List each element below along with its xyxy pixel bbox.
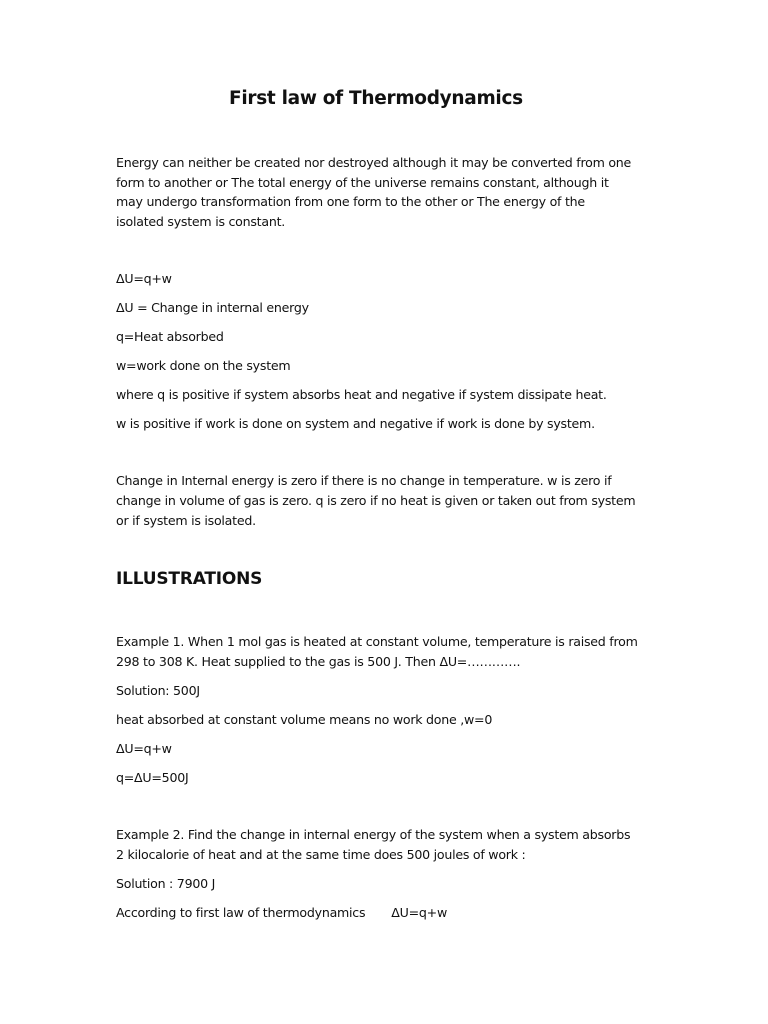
intro-line-1: Energy can neither be created nor destroyed although it may be converted from one <box>116 155 632 170</box>
example1-step-3: q=ΔU=500J <box>116 770 189 785</box>
page-title: First law of Thermodynamics <box>229 88 523 109</box>
intro-line-2: form to another or The total energy of the universe remains constant, although it <box>116 175 609 190</box>
zero-conditions-line-3: or if system is isolated. <box>116 513 256 528</box>
example1-question-line-1: Example 1. When 1 mol gas is heated at constant volume, temperature is raised from <box>116 634 638 649</box>
example1-solution: Solution: 500J <box>116 683 200 698</box>
sign-convention-w: w is positive if work is done on system and negative if work is done by system. <box>116 416 595 431</box>
definition-delta-u: ΔU = Change in internal energy <box>116 300 309 315</box>
example2-step-label: According to first law of thermodynamics <box>116 905 366 920</box>
intro-line-4: isolated system is constant. <box>116 214 286 229</box>
example1-question-line-2: 298 to 308 K. Heat supplied to the gas is 500 J. Then ΔU=…………. <box>116 654 521 669</box>
sign-convention-q: where q is positive if system absorbs heat and negative if system dissipate heat. <box>116 387 607 402</box>
example2-question-line-2: 2 kilocalorie of heat and at the same time does 500 joules of work : <box>116 847 526 862</box>
zero-conditions-line-1: Change in Internal energy is zero if there is no change in temperature. w is zero if <box>116 473 612 488</box>
example2-step-formula: ΔU=q+w <box>391 905 448 920</box>
definition-w: w=work done on the system <box>116 358 291 373</box>
definition-q: q=Heat absorbed <box>116 329 224 344</box>
example1-step-2: ΔU=q+w <box>116 741 172 756</box>
intro-line-3: may undergo transformation from one form to the other or The energy of the <box>116 194 585 209</box>
formula-line: ΔU=q+w <box>116 271 172 286</box>
illustrations-heading: ILLUSTRATIONS <box>116 569 263 589</box>
example2-question-line-1: Example 2. Find the change in internal energy of the system when a system absorbs <box>116 827 631 842</box>
example2-solution: Solution : 7900 J <box>116 876 216 891</box>
zero-conditions-line-2: change in volume of gas is zero. q is zero if no heat is given or taken out from system <box>116 493 636 508</box>
example1-step-1: heat absorbed at constant volume means no work done ,w=0 <box>116 712 493 727</box>
example2-step-line <box>116 903 447 923</box>
